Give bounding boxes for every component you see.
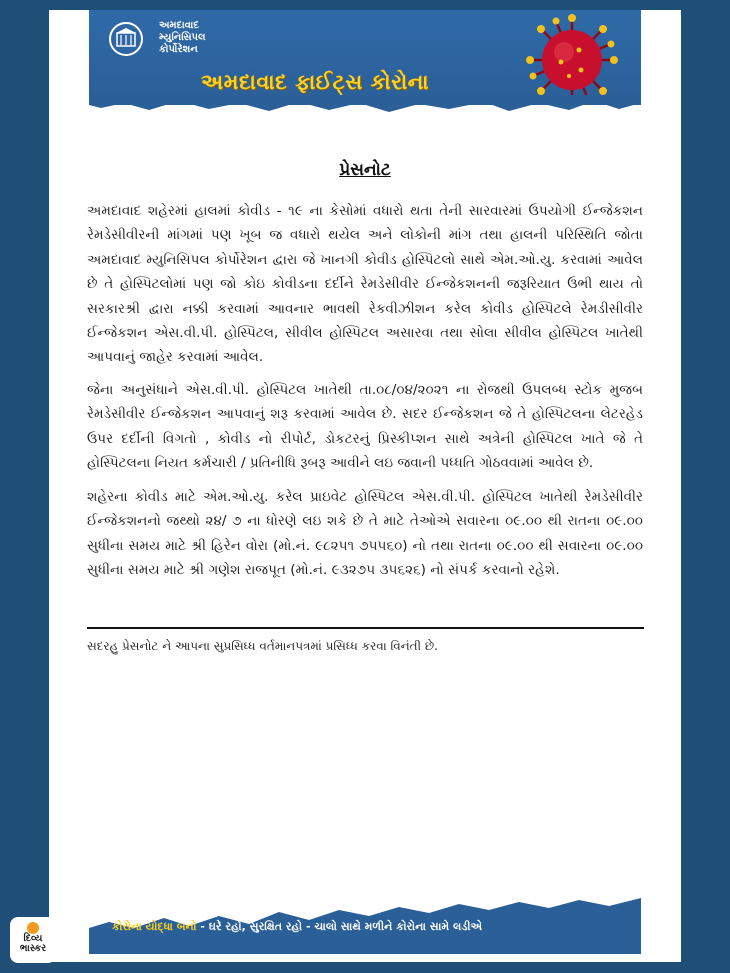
paragraph-2: જેના અનુસંધાને એસ.વી.પી. હોસ્પિટલ ખાતેથી તા.૦૮/૦૪/૨૦૨૧ ના રોજથી ઉપલબ્ધ સ્ટોક મુજબ રેમડેસીવીર ઈન્જેકશન આપવાનું શરૂ કરવામાં આવેલ છે. સદર ઈન્જેકશન જે તે હોસ્પિટલના લેટરહેડ ઉપર દર્દીની વિગતો , કોવીડ નો રીપોર્ટ, ડોકટરનું પ્રિસ્કીપ્શન સાથે અત્રેની હોસ્પિટલ ખાતે જે તે હોસ્પિટલના નિયત કર્મચારી / પ્રતિનીધિ રૂબરૂ આવીને લઇ જવાની પધ્ધતિ ગોઠવવામાં આવેલ છે.	[87, 382, 643, 472]
divya-bhaskar-logo	[10, 917, 56, 963]
paragraph-3: શહેરના કોવીડ માટે એમ.ઓ.યુ. કરેલ પ્રાઇવેટ હોસ્પિટલ એસ.વી.પી. હોસ્પિટલ ખાતેથી રેમડેસીવીર ઈન્જેકશનનો જથ્થો ૨૪/ ૭ ના ધોરણે લઇ શકે છે તે માટે તેઓએ સવારના ૦૯.૦૦ થી રાતના ૦૯.૦૦ સુધીના સમય માટે શ્રી હિરેન વોરા (મો.નં. ૯૮૨૫૧ ૭૫૫૬૦) નો તથા રાતના ૦૯.૦૦ થી સવારના ૦૯.૦૦ સુધીના સમય માટે શ્રી ગણેશ રાજપૂત (મો.નં. ૯૩૨૭૫ ૩૫૬૨૬) નો સંપર્ક કરવાનો રહેશે.	[87, 489, 643, 579]
paragraph-1: અમદાવાદ શહેરમાં હાલમાં કોવીડ - ૧૯ ના કેસોમાં વધારો થતા તેની સારવારમાં ઉપયોગી ઈન્જેકશન રેમડેસીવીરની માંગમાં પણ ખૂબ જ વધારો થયેલ અને લોકોની માંગ તથા હાલની પરિસ્થિતિ જોતા અમદાવાદ મ્યુનિસિપલ કોર્પોરેશન દ્વારા જે ખાનગી કોવીડ હોસ્પિટલો સાથે એમ.ઓ.યુ. કરવામાં આવેલ છે તે હોસ્પિટલોમાં પણ જો કોઇ કોવીડના દર્દીને રેમડેસીવીર ઈન્જેકશનની જરૂરિયાત ઉભી થાય તો સરકારશ્રી દ્વારા નક્કી કરવામાં આવનાર ભાવથી રેકવીઝીશન કરેલ કોવીડ હોસ્પિટલે રેમડીસીવીર ઈન્જેકશન એસ.વી.પી. હોસ્પિટલ, સીવીલ હોસ્પિટલ અસારવા તથા સોલા સીવીલ હોસ્પિટલ ખાતેથી આપવાનું જાહેર કરવામાં આવેલ.	[87, 203, 643, 366]
brand-text: દિવ્ય ભાસ્કર	[19, 933, 47, 954]
banner-torn-edge	[89, 95, 641, 115]
divider-line	[87, 627, 644, 629]
corporation-name: અમદાવાદ મ્યુનિસિપલ કોર્પોરેશન	[159, 20, 206, 55]
coronavirus-icon	[521, 12, 623, 105]
header-banner	[89, 10, 641, 105]
document-title: પ્રેસનોટ	[339, 160, 391, 180]
amc-logo-icon	[109, 22, 143, 56]
press-note-page	[49, 10, 681, 962]
campaign-title: અમદાવાદ ફાઈટ્સ કોરોના	[201, 70, 430, 94]
footer-slogan-highlight: કોરોના યોદ્ધા બનો	[112, 920, 197, 933]
footer-slogan	[112, 920, 592, 934]
footer-slogan-rest: - ઘરે રહો, સુરક્ષિત રહો - ચાલો સાથે મળીને કોરોના સામે લડીએ	[196, 920, 483, 933]
footnote-text: સદરહુ પ્રેસનોટ ને આપના સુપ્રસિધ્ધ વર્તમાનપત્રમાં પ્રસિધ્ધ કરવા વિનંતી છે.	[87, 639, 438, 653]
